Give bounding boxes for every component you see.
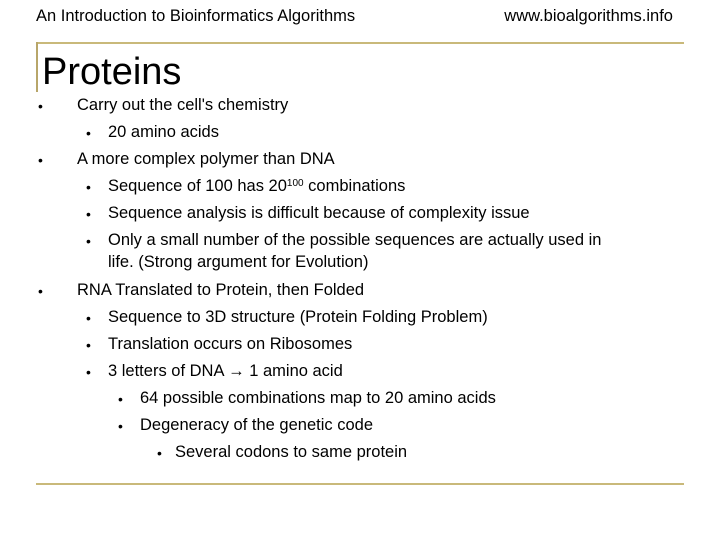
bullet-level3: • xyxy=(118,391,123,407)
bullet-item-2: 20 amino acids xyxy=(108,123,219,141)
bullet-item-9: Translation occurs on Ribosomes xyxy=(108,335,353,353)
header-course-title: An Introduction to Bioinformatics Algorithms xyxy=(36,7,356,25)
bullet-item-7: RNA Translated to Protein, then Folded xyxy=(77,281,365,299)
bullet-level2: • xyxy=(86,310,91,326)
bullet-item-12: Degeneracy of the genetic code xyxy=(140,416,373,434)
bullet-item-4-text-end: combinations xyxy=(303,177,406,195)
bullet-level2: • xyxy=(86,233,91,249)
bullet-level1: • xyxy=(38,98,43,114)
slide-title: Proteins xyxy=(42,51,182,93)
bullet-level2: • xyxy=(86,206,91,222)
bullet-item-5: Sequence analysis is difficult because of complexity issue xyxy=(108,204,530,222)
bullet-item-13: Several codons to same protein xyxy=(175,443,408,461)
footer-divider xyxy=(36,483,684,485)
bullet-level4: • xyxy=(157,445,162,461)
bullet-item-6-line1: Only a small number of the possible sequences are actually used in xyxy=(108,231,602,249)
bullet-level2: • xyxy=(86,125,91,141)
bullet-level1: • xyxy=(38,283,43,299)
bullet-item-3: A more complex polymer than DNA xyxy=(77,150,335,168)
bullet-level2: • xyxy=(86,364,91,380)
bullet-item-4-text: Sequence of 100 has 20 xyxy=(108,177,287,195)
bullet-item-1: Carry out the cell's chemistry xyxy=(77,96,289,114)
bullet-level3: • xyxy=(118,418,123,434)
header-website: www.bioalgorithms.info xyxy=(504,7,673,25)
title-accent-bar xyxy=(36,42,38,92)
bullet-level2: • xyxy=(86,337,91,353)
bullet-item-10: 3 letters of DNA → 1 amino acid xyxy=(108,362,343,380)
bullet-level1: • xyxy=(38,152,43,168)
bullet-item-11: 64 possible combinations map to 20 amino acids xyxy=(140,389,496,407)
bullet-level2: • xyxy=(86,179,91,195)
title-divider xyxy=(36,42,684,44)
bullet-item-8: Sequence to 3D structure (Protein Folding Problem) xyxy=(108,308,488,326)
bullet-item-6-line2: life. (Strong argument for Evolution) xyxy=(108,253,369,271)
exponent: 100 xyxy=(286,178,304,189)
bullet-item-4 xyxy=(108,177,405,195)
